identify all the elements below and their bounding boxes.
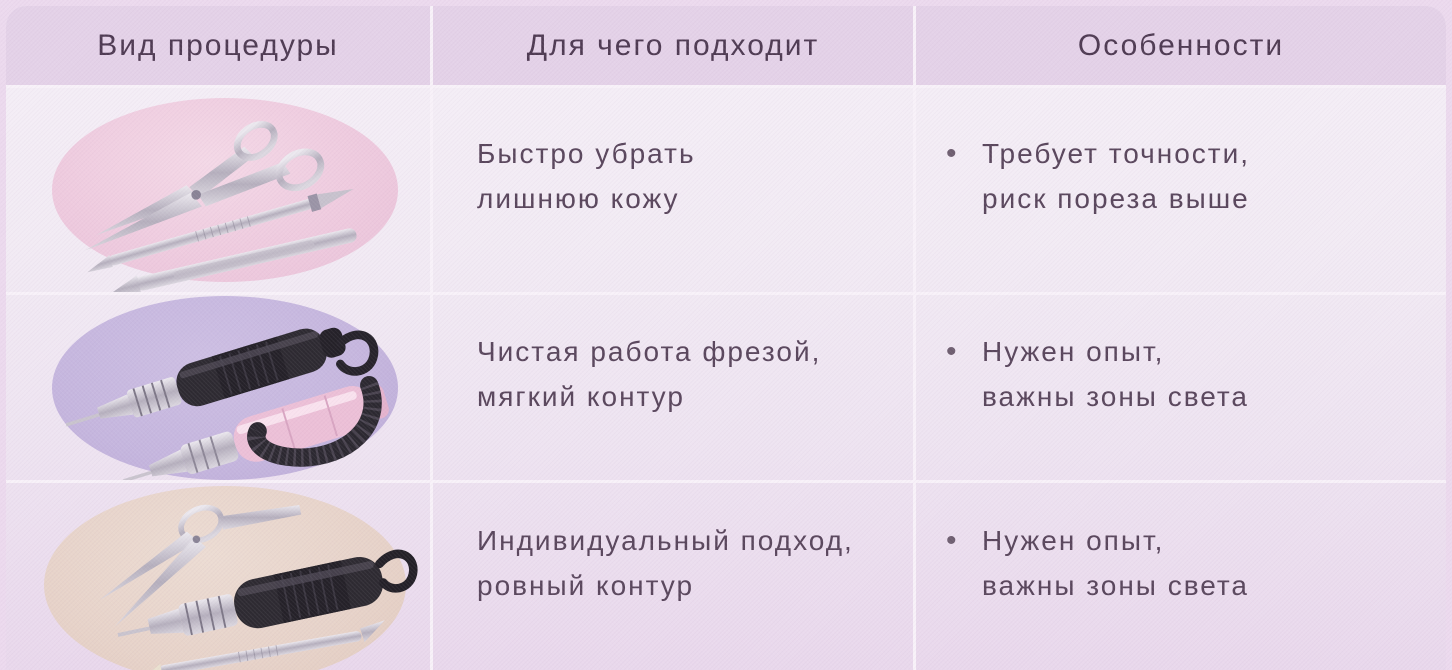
column-header-features	[916, 6, 1446, 88]
row-1-features-cell	[916, 88, 1446, 295]
column-header-label: Для чего подходит	[526, 28, 820, 62]
suitable-line: мягкий контур	[477, 380, 685, 412]
suitable-line: Индивидуальный подход,	[477, 524, 854, 556]
column-header-label: Особенности	[1077, 28, 1285, 62]
comparison-table	[6, 6, 1446, 670]
cord-loop-icon	[340, 334, 374, 371]
nail-file-icon	[100, 225, 359, 295]
feature-line: Требует точности,	[982, 138, 1251, 169]
row-2-image-cell	[6, 295, 433, 483]
row-3-features-cell	[916, 483, 1446, 670]
bullet-dot: •	[946, 523, 959, 557]
cord-loop-icon	[378, 551, 417, 591]
suitable-line: лишнюю кожу	[477, 183, 680, 214]
row-1-suitable-cell	[433, 88, 916, 295]
suitable-line: Быстро убрать	[477, 138, 696, 169]
electric-drill-handpieces-illustration	[52, 296, 398, 480]
bullet-dot: •	[946, 137, 959, 170]
feature-line: важны зоны света	[982, 569, 1249, 601]
feature-line: риск пореза выше	[982, 183, 1250, 214]
classic-manicure-tools-illustration	[52, 98, 398, 282]
bullet-dot: •	[946, 334, 959, 368]
row-1-image-cell	[6, 88, 433, 295]
column-header-procedure-type	[6, 6, 433, 88]
suitable-line: ровный контур	[477, 569, 695, 601]
row-2-suitable-cell	[433, 295, 916, 483]
row-3-image-cell	[6, 483, 433, 670]
column-header-suitable-for	[433, 6, 916, 88]
feature-line: Нужен опыт,	[982, 335, 1165, 367]
image-oval-pink	[52, 98, 398, 282]
feature-line: важны зоны света	[982, 380, 1249, 412]
image-oval-beige	[44, 486, 406, 670]
combined-tools-illustration	[44, 486, 406, 670]
row-3-suitable-cell	[433, 483, 916, 670]
feature-line: Нужен опыт,	[982, 524, 1165, 556]
image-oval-lavender	[52, 296, 398, 480]
row-2-features-cell	[916, 295, 1446, 483]
suitable-line: Чистая работа фрезой,	[477, 335, 822, 367]
column-header-label: Вид процедуры	[97, 28, 339, 62]
